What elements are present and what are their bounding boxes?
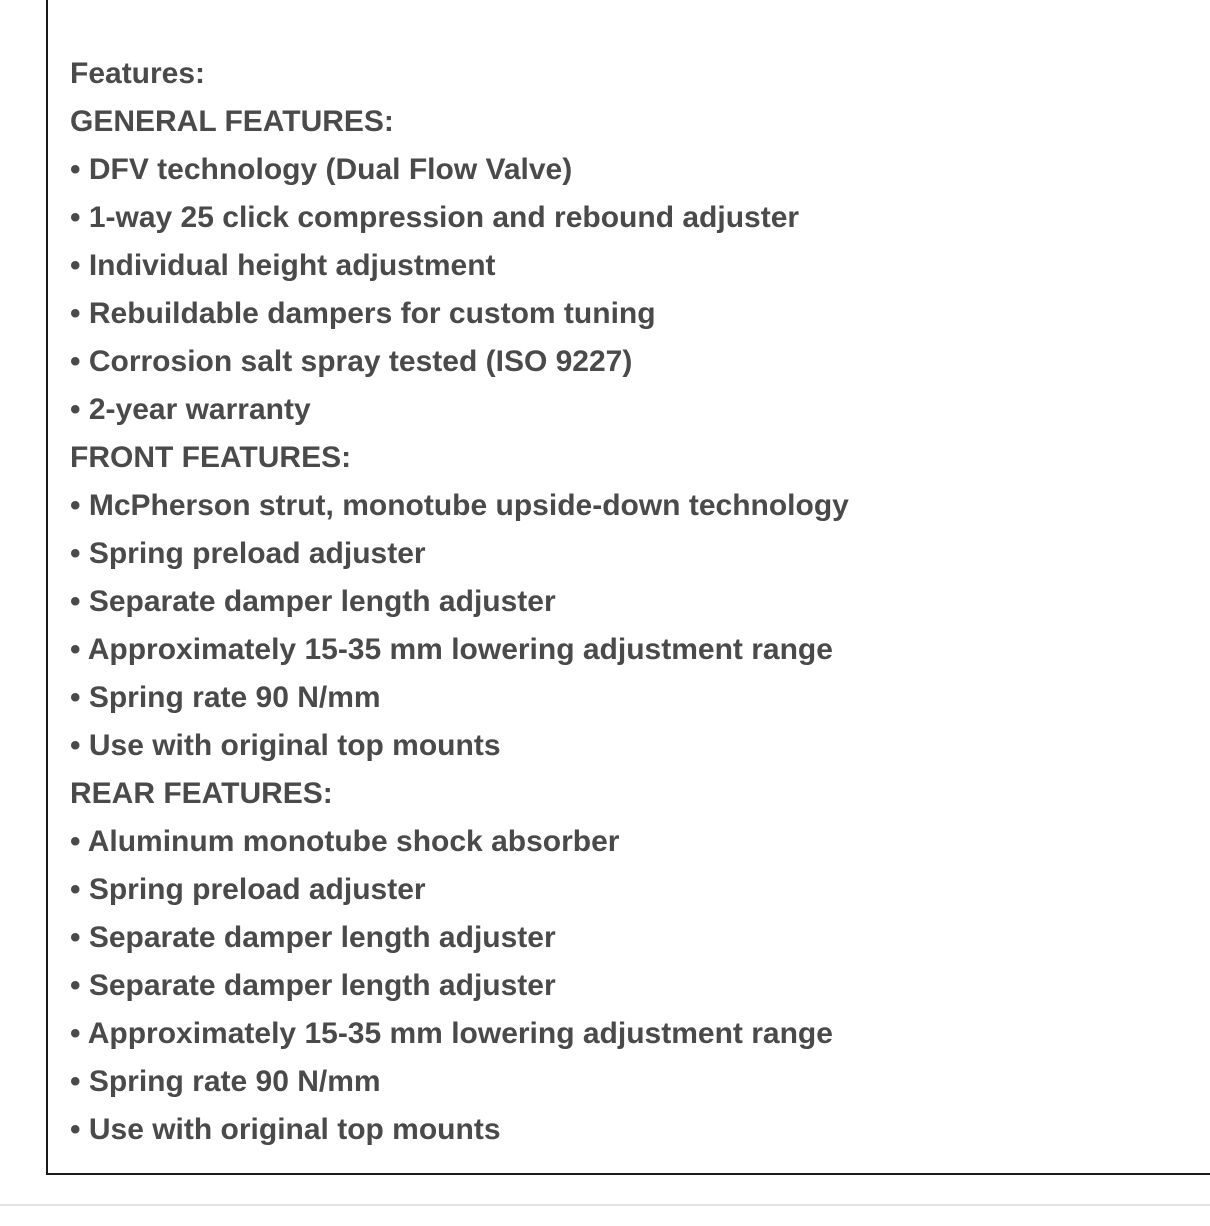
rear-feature-item: • Separate damper length adjuster (70, 969, 556, 1002)
front-features-heading: FRONT FEATURES: (70, 441, 352, 474)
features-list (70, 52, 849, 1156)
bottom-divider (0, 1204, 1210, 1206)
general-feature-item: • Individual height adjustment (70, 249, 496, 282)
front-feature-item: • Spring rate 90 N/mm (70, 681, 381, 714)
rear-feature-item: • Aluminum monotube shock absorber (70, 825, 620, 858)
rear-feature-item: • Use with original top mounts (70, 1113, 501, 1146)
features-heading: Features: (70, 57, 206, 90)
features-panel (46, 0, 1210, 1175)
front-feature-item: • Use with original top mounts (70, 729, 501, 762)
rear-feature-item: • Spring preload adjuster (70, 873, 426, 906)
front-feature-item: • Approximately 15-35 mm lowering adjustment range (70, 633, 833, 666)
rear-feature-item: • Separate damper length adjuster (70, 921, 556, 954)
rear-features-heading: REAR FEATURES: (70, 777, 333, 810)
front-feature-item: • Separate damper length adjuster (70, 585, 556, 618)
rear-feature-item: • Spring rate 90 N/mm (70, 1065, 381, 1098)
general-feature-item: • Corrosion salt spray tested (ISO 9227) (70, 345, 633, 378)
general-feature-item: • DFV technology (Dual Flow Valve) (70, 153, 573, 186)
general-feature-item: • Rebuildable dampers for custom tuning (70, 297, 656, 330)
front-feature-item: • McPherson strut, monotube upside-down technology (70, 489, 849, 522)
rear-feature-item: • Approximately 15-35 mm lowering adjustment range (70, 1017, 833, 1050)
general-features-heading: GENERAL FEATURES: (70, 105, 394, 138)
front-feature-item: • Spring preload adjuster (70, 537, 426, 570)
general-feature-item: • 1-way 25 click compression and rebound adjuster (70, 201, 800, 234)
general-feature-item: • 2-year warranty (70, 393, 311, 426)
